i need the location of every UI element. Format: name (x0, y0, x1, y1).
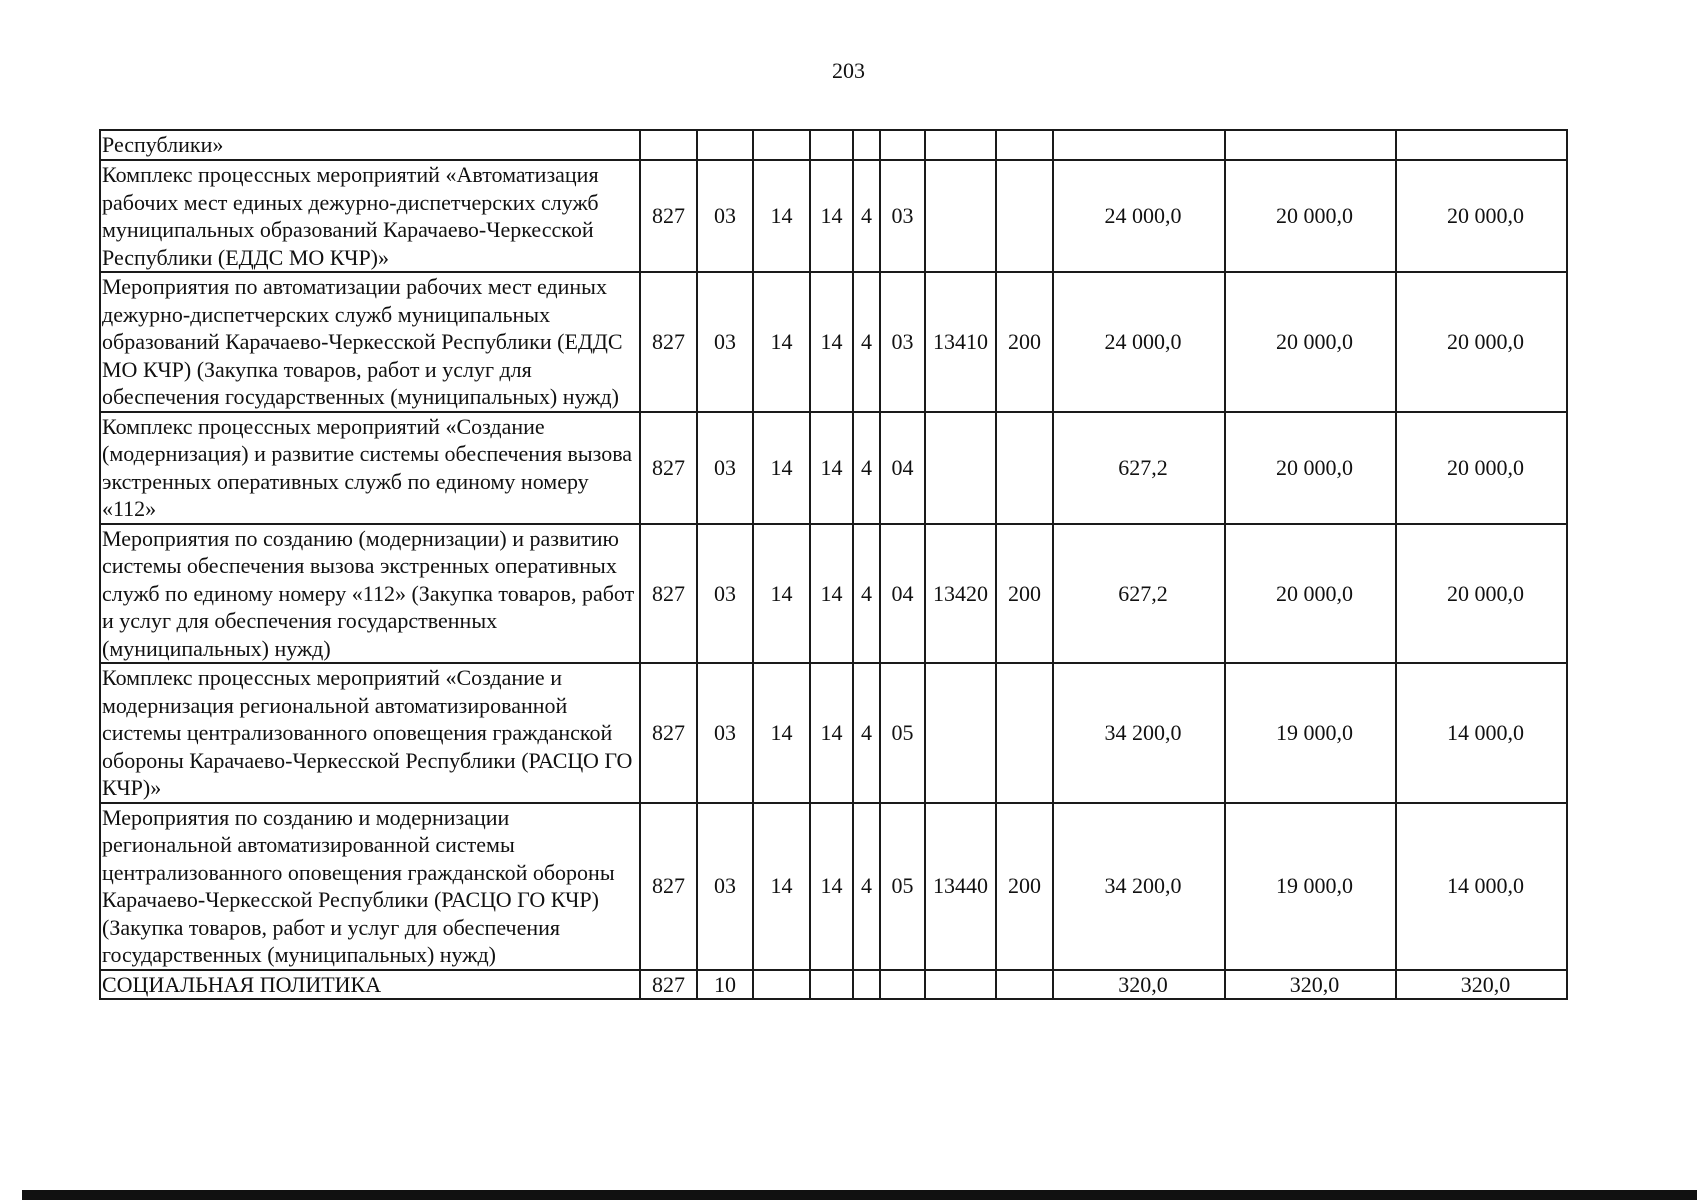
code-pr-cell: 14 (753, 524, 810, 664)
sum-2025-cell: 320,0 (1225, 970, 1396, 1000)
table-row (100, 970, 1567, 1000)
table-row (100, 412, 1567, 524)
code-complex-cell: 04 (880, 412, 925, 524)
code-rz-cell: 03 (697, 803, 753, 970)
code-complex-cell (880, 130, 925, 160)
code-gr-cell: 827 (640, 524, 697, 664)
code-pr-cell: 14 (753, 412, 810, 524)
code-program-cell (810, 970, 853, 1000)
sum-2025-cell: 20 000,0 (1225, 524, 1396, 664)
code-rz-cell: 10 (697, 970, 753, 1000)
sum-2024-cell: 34 200,0 (1053, 803, 1225, 970)
page-number: 203 (832, 58, 865, 83)
row-name-cell: Республики» (100, 130, 640, 160)
code-program-cell: 14 (810, 524, 853, 664)
sum-2026-cell: 14 000,0 (1396, 803, 1567, 970)
sum-2026-cell: 320,0 (1396, 970, 1567, 1000)
sum-2025-cell: 20 000,0 (1225, 412, 1396, 524)
code-rz-cell: 03 (697, 272, 753, 412)
table-body (100, 130, 1567, 999)
code-subprogram-cell: 4 (853, 160, 880, 272)
budget-table (99, 129, 1568, 1000)
bottom-scan-border (22, 1190, 1697, 1200)
sum-2024-cell: 34 200,0 (1053, 663, 1225, 803)
row-name-cell: Мероприятия по автоматизации рабочих мест единых дежурно-диспетчерских служб муниципальных образований Карачаево-Черкесской Республики (ЕДДС МО КЧР) (Закупка товаров, работ и услуг для обеспечения государственных (муниципальных) нужд) (100, 272, 640, 412)
code-vr-cell (996, 130, 1053, 160)
row-name-cell: Комплекс процессных мероприятий «Создание и модернизация региональной автоматизированной системы централизованного оповещения гражданской обороны Карачаево-Черкесской Республики (РАСЦО ГО КЧР)» (100, 663, 640, 803)
table-row (100, 160, 1567, 272)
code-subprogram-cell: 4 (853, 663, 880, 803)
sum-2025-cell: 19 000,0 (1225, 663, 1396, 803)
code-pr-cell: 14 (753, 663, 810, 803)
code-vr-cell (996, 412, 1053, 524)
table-row (100, 663, 1567, 803)
code-vr-cell: 200 (996, 524, 1053, 664)
code-direction-cell (925, 412, 996, 524)
sum-2026-cell (1396, 130, 1567, 160)
code-vr-cell (996, 970, 1053, 1000)
code-gr-cell (640, 130, 697, 160)
code-subprogram-cell: 4 (853, 272, 880, 412)
code-vr-cell (996, 160, 1053, 272)
sum-2024-cell: 24 000,0 (1053, 160, 1225, 272)
code-rz-cell (697, 130, 753, 160)
code-complex-cell: 05 (880, 663, 925, 803)
sum-2026-cell: 20 000,0 (1396, 412, 1567, 524)
code-program-cell: 14 (810, 803, 853, 970)
sum-2025-cell (1225, 130, 1396, 160)
sum-2024-cell: 627,2 (1053, 524, 1225, 664)
row-name-cell: Мероприятия по созданию и модернизации региональной автоматизированной системы централизованного оповещения гражданской обороны Карачаево-Черкесской Республики (РАСЦО ГО КЧР) (Закупка товаров, работ и услуг для обеспечения государственных (муниципальных) нужд) (100, 803, 640, 970)
row-name-cell: Мероприятия по созданию (модернизации) и развитию системы обеспечения вызова экстренных оперативных служб по единому номеру «112» (Закупка товаров, работ и услуг для обеспечения государственных (муниципальных) нужд) (100, 524, 640, 664)
code-program-cell: 14 (810, 663, 853, 803)
row-name-cell: Комплекс процессных мероприятий «Создание (модернизация) и развитие системы обеспечения вызова экстренных оперативных служб по единому номеру «112» (100, 412, 640, 524)
code-subprogram-cell: 4 (853, 803, 880, 970)
table-row (100, 130, 1567, 160)
sum-2026-cell: 20 000,0 (1396, 272, 1567, 412)
sum-2024-cell: 627,2 (1053, 412, 1225, 524)
code-complex-cell: 05 (880, 803, 925, 970)
code-program-cell: 14 (810, 412, 853, 524)
code-rz-cell: 03 (697, 412, 753, 524)
code-subprogram-cell (853, 970, 880, 1000)
code-gr-cell: 827 (640, 160, 697, 272)
code-direction-cell (925, 130, 996, 160)
table-row (100, 803, 1567, 970)
sum-2025-cell: 20 000,0 (1225, 272, 1396, 412)
code-gr-cell: 827 (640, 412, 697, 524)
code-rz-cell: 03 (697, 524, 753, 664)
code-vr-cell: 200 (996, 803, 1053, 970)
sum-2025-cell: 20 000,0 (1225, 160, 1396, 272)
row-name-cell: СОЦИАЛЬНАЯ ПОЛИТИКА (100, 970, 640, 1000)
table-row (100, 524, 1567, 664)
sum-2024-cell (1053, 130, 1225, 160)
code-direction-cell: 13440 (925, 803, 996, 970)
code-complex-cell (880, 970, 925, 1000)
sum-2024-cell: 24 000,0 (1053, 272, 1225, 412)
code-vr-cell (996, 663, 1053, 803)
code-direction-cell (925, 160, 996, 272)
code-rz-cell: 03 (697, 663, 753, 803)
sum-2026-cell: 20 000,0 (1396, 160, 1567, 272)
code-pr-cell (753, 970, 810, 1000)
code-pr-cell: 14 (753, 803, 810, 970)
sum-2024-cell: 320,0 (1053, 970, 1225, 1000)
code-complex-cell: 03 (880, 272, 925, 412)
code-vr-cell: 200 (996, 272, 1053, 412)
code-gr-cell: 827 (640, 272, 697, 412)
sum-2026-cell: 20 000,0 (1396, 524, 1567, 664)
code-complex-cell: 04 (880, 524, 925, 664)
row-name-cell: Комплекс процессных мероприятий «Автоматизация рабочих мест единых дежурно-диспетчерских служб муниципальных образований Карачаево-Черкесской Республики (ЕДДС МО КЧР)» (100, 160, 640, 272)
code-gr-cell: 827 (640, 663, 697, 803)
code-direction-cell: 13420 (925, 524, 996, 664)
code-program-cell: 14 (810, 160, 853, 272)
sum-2026-cell: 14 000,0 (1396, 663, 1567, 803)
code-pr-cell: 14 (753, 272, 810, 412)
code-direction-cell: 13410 (925, 272, 996, 412)
code-direction-cell (925, 970, 996, 1000)
code-program-cell (810, 130, 853, 160)
sum-2025-cell: 19 000,0 (1225, 803, 1396, 970)
code-program-cell: 14 (810, 272, 853, 412)
code-subprogram-cell (853, 130, 880, 160)
code-pr-cell (753, 130, 810, 160)
table-row (100, 272, 1567, 412)
code-direction-cell (925, 663, 996, 803)
code-rz-cell: 03 (697, 160, 753, 272)
code-subprogram-cell: 4 (853, 412, 880, 524)
code-complex-cell: 03 (880, 160, 925, 272)
code-subprogram-cell: 4 (853, 524, 880, 664)
code-pr-cell: 14 (753, 160, 810, 272)
code-gr-cell: 827 (640, 803, 697, 970)
code-gr-cell: 827 (640, 970, 697, 1000)
